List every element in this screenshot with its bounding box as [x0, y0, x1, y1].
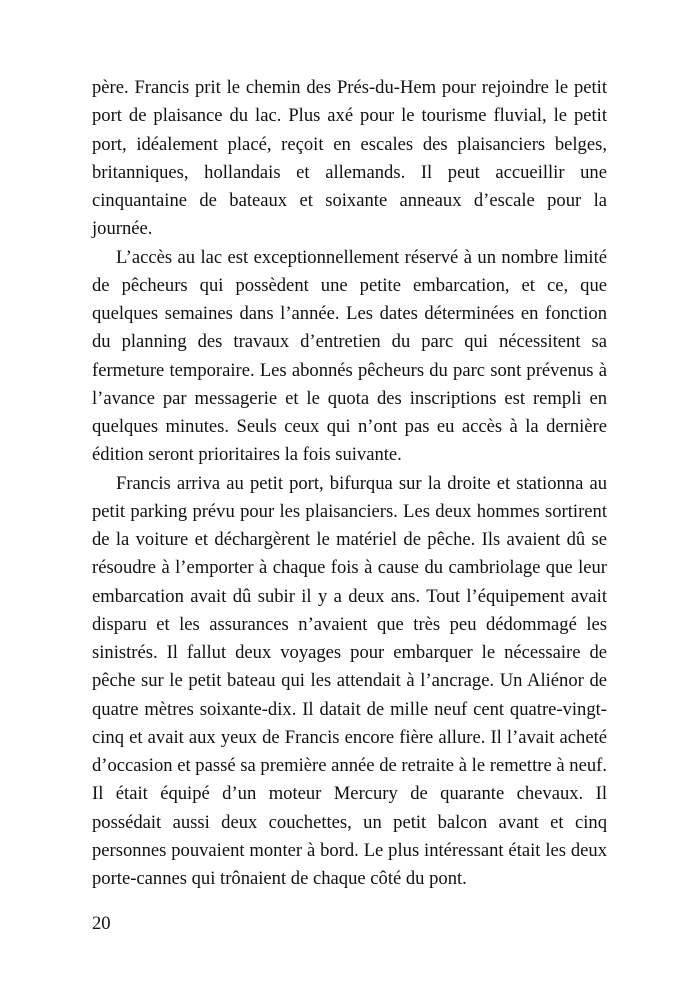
- paragraph-3: Francis arriva au petit port, bifurqua sur la droite et stationna au petit parking prévu pour les plaisanciers. Les deux hommes sortirent de la voiture et déchargèrent le matériel de pêche. Ils avaient dû se résoudre à l’emporter à chaque fois à cause du cambriolage que leur embarcation avait dû subir il y a deux ans. Tout l’équipement avait disparu et les assurances n’avaient que très peu dédommagé les sinistrés. Il fallut deux voyages pour embarquer le nécessaire de pêche sur le petit bateau qui les attendait à l’ancrage. Un Aliénor de quatre mètres soixante-dix. Il datait de mille neuf cent quatre-vingt-cinq et avait aux yeux de Francis encore fière allure. Il l’avait acheté d’occasion et passé sa première année de retraite à le remettre à neuf. Il était équipé d’un moteur Mercury de quarante chevaux. Il possédait aussi deux couchettes, un petit balcon avant et cinq personnes pouvaient monter à bord. Le plus intéressant était les deux porte-cannes qui trônaient de chaque côté du pont.: [92, 472, 607, 889]
- paragraph-2: L’accès au lac est exceptionnellement réservé à un nombre limité de pêcheurs qui possèdent une petite embarcation, et ce, que quelques semaines dans l’année. Les dates déterminées en fonction du planning des travaux d’entretien du parc qui nécessitent sa fermeture temporaire. Les abonnés pêcheurs du parc sont prévenus à l’avance par messagerie et le quota des inscriptions est rempli en quelques minutes. Seuls ceux qui n’ont pas eu accès à la dernière édition seront prioritaires la fois suivante.: [92, 246, 607, 466]
- paragraph-1: père. Francis prit le chemin des Prés-du-Hem pour rejoindre le petit port de plaisance du lac. Plus axé pour le tourisme fluvial, le petit port, idéalement placé, reçoit en escales des plaisanciers belges, britanniques, hollandais et allemands. Il peut accueillir une cinquantaine de bateaux et soixante anneaux d’escale pour la journée.: [92, 77, 607, 240]
- page-body: [92, 74, 607, 893]
- page-number: 20: [92, 913, 111, 934]
